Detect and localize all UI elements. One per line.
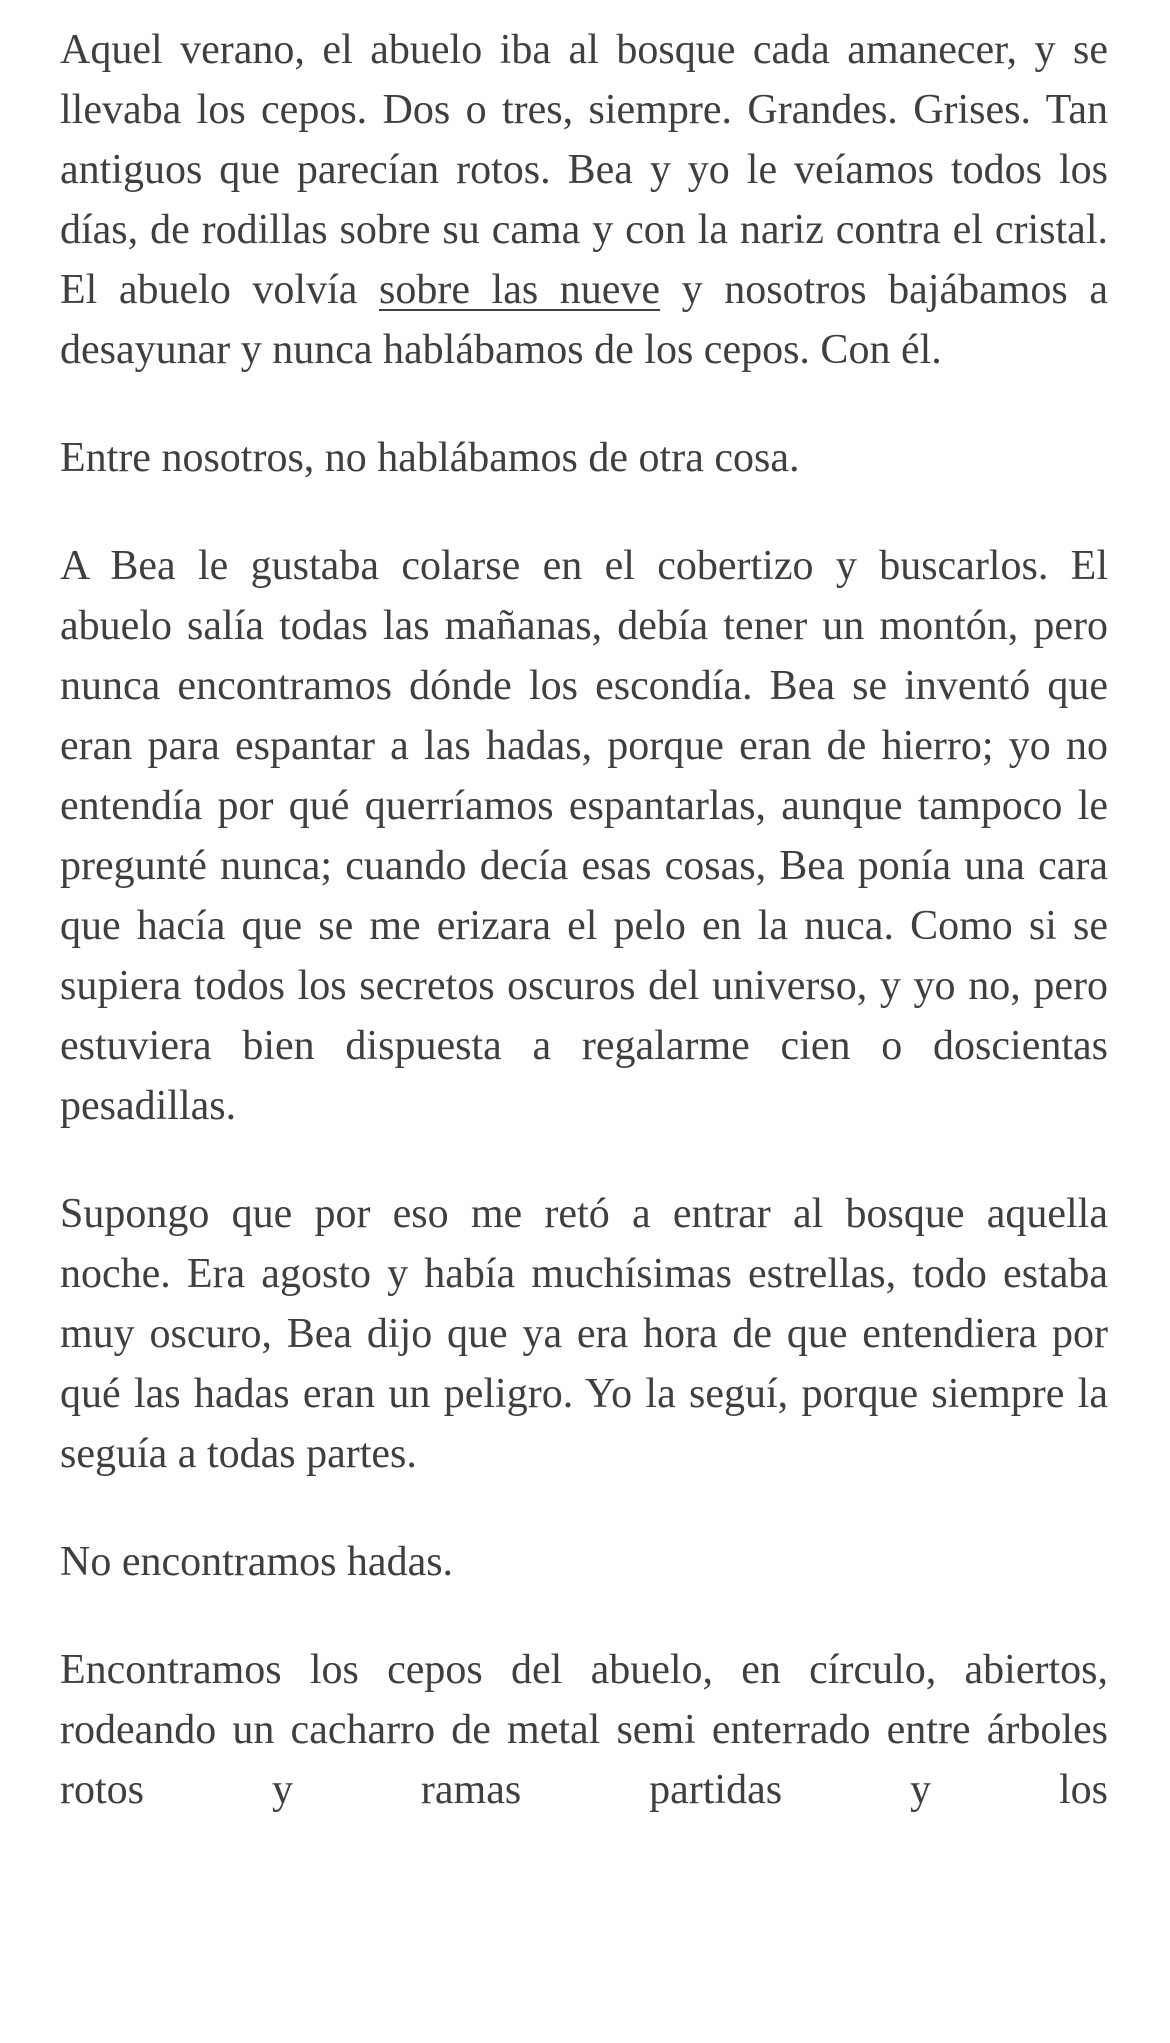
paragraph-3: A Bea le gustaba colarse en el cobertizo y buscarlos. El abuelo salía todas las mañanas, debía tener un montón, pero nunca encontramos dónde los escondía. Bea se inventó que eran para espantar a las hadas, porque eran de hierro; yo no entendía por qué querríamos espantarlas, aunque tampoco le pregunté nunca; cuando decía esas cosas, Bea ponía una cara que hacía que se me erizara el pelo en la nuca. Como si se supiera todos los secretos oscuros del universo, y yo no, pero estuviera bien dispuesta a regalarme cien o doscientas pesadillas. bbox=[60, 543, 1108, 1129]
paragraph-1-end: y nosotros bajábamos a desayunar y nunca hablábamos de los cepos. Con él. bbox=[60, 267, 1108, 373]
underlined-phrase[interactable]: sobre las nueve bbox=[379, 267, 661, 313]
paragraph-2: Entre nosotros, no hablábamos de otra cosa. bbox=[60, 435, 800, 481]
paragraph-4: Supongo que por eso me retó a entrar al bosque aquella noche. Era agosto y había muchísimas estrellas, todo estaba muy oscuro, Bea dijo que ya era hora de que entendiera por qué las hadas eran un peligro. Yo la seguí, porque siempre la seguía a todas partes. bbox=[60, 1191, 1108, 1477]
paragraph-6: Encontramos los cepos del abuelo, en círculo, abiertos, rodeando un cacharro de metal semi enterrado entre árboles rotos y ramas partidas y los bbox=[60, 1647, 1108, 1813]
paragraph-1 bbox=[60, 20, 1108, 380]
story-text bbox=[60, 20, 1108, 1868]
paragraph-1-start: Aquel verano, el abuelo iba al bosque cada amanecer, y se llevaba los cepos. Dos o tres, siempre. Grandes. Grises. Tan antiguos que parecían rotos. Bea y yo le veíamos todos los días, de rodillas sobre su cama y con la nariz contra el cristal. El abuelo volvía bbox=[60, 27, 1108, 313]
paragraph-5: No encontramos hadas. bbox=[60, 1539, 454, 1585]
